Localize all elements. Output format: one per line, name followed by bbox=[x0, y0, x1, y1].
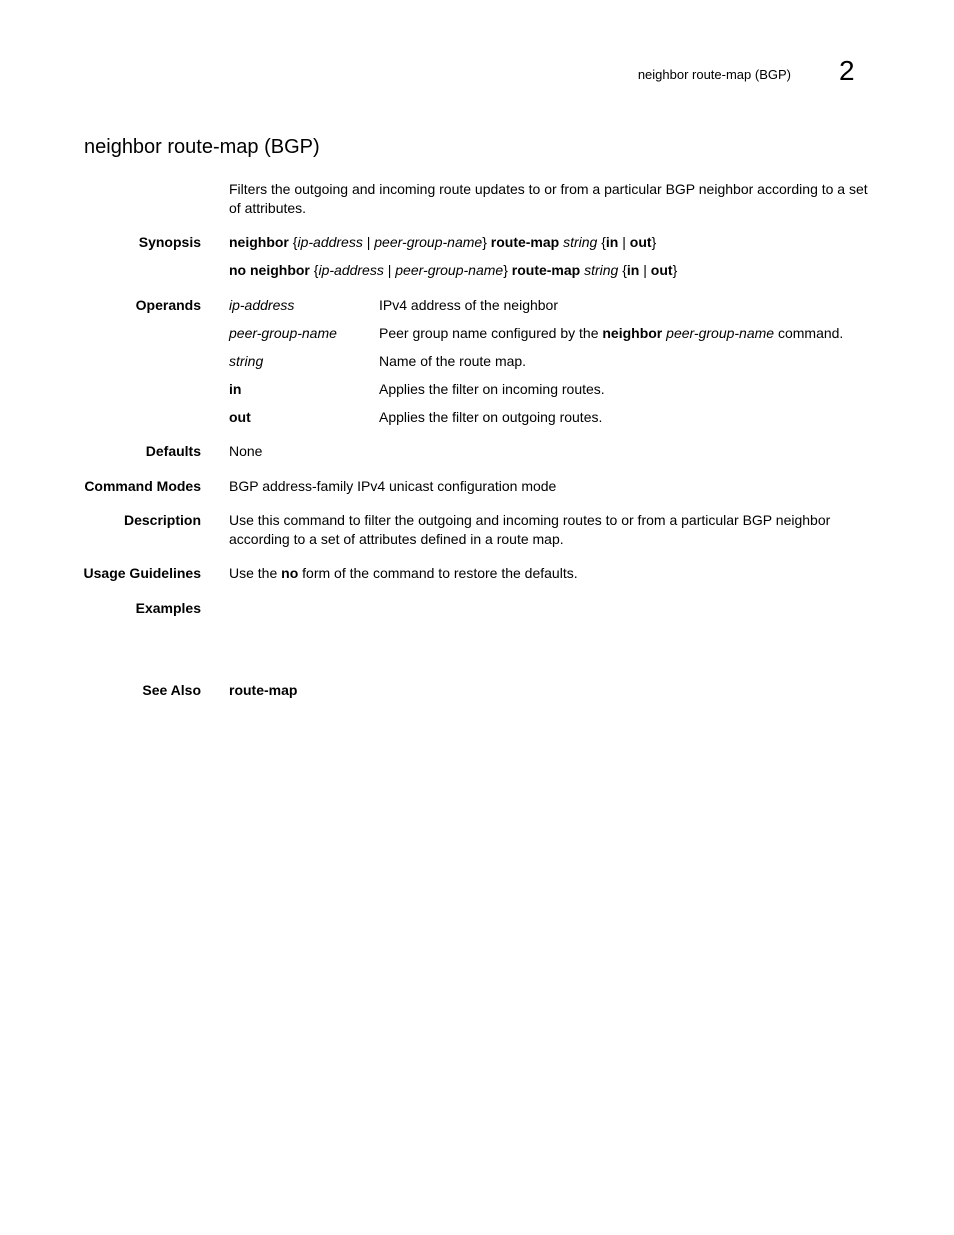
running-header bbox=[0, 56, 954, 88]
synopsis-line-1: neighbor {ip-address | peer-group-name} route-map string {in | out} bbox=[229, 234, 657, 250]
syntax-keyword: route-map bbox=[511, 262, 581, 278]
intro-paragraph: Filters the outgoing and incoming route updates to or from a particular BGP neighbor according to a set of attributes. bbox=[229, 181, 868, 216]
syntax-keyword: in bbox=[626, 262, 640, 278]
command-modes-text: BGP address-family IPv4 unicast configuration mode bbox=[229, 478, 557, 494]
defaults-label: Defaults bbox=[145, 443, 201, 459]
examples-label: Examples bbox=[135, 600, 201, 616]
operand-row bbox=[229, 324, 874, 343]
chapter-number: 2 bbox=[839, 55, 855, 86]
operand-term: string bbox=[229, 353, 264, 369]
operand-row bbox=[229, 352, 874, 371]
see-also-label: See Also bbox=[142, 682, 201, 698]
description-text: Use this command to filter the outgoing and incoming routes to or from a particular BGP neighbor according to a set of attributes defined in a route map. bbox=[229, 512, 831, 547]
operand-desc: Applies the filter on incoming routes. bbox=[379, 381, 605, 397]
operand-desc: Peer group name configured by the neighbor peer-group-name command. bbox=[379, 325, 844, 341]
syntax-keyword: no bbox=[281, 565, 299, 581]
command-modes-label: Command Modes bbox=[84, 478, 201, 494]
operand-desc: Name of the route map. bbox=[379, 353, 527, 369]
operands-label: Operands bbox=[135, 297, 201, 313]
syntax-keyword: neighbor bbox=[229, 234, 289, 250]
page-title: neighbor route-map (BGP) bbox=[84, 136, 320, 158]
running-title: neighbor route-map (BGP) bbox=[637, 67, 791, 82]
description-label: Description bbox=[123, 512, 201, 528]
syntax-arg: ip-address bbox=[318, 262, 384, 278]
synopsis-label: Synopsis bbox=[138, 234, 201, 250]
operand-row bbox=[229, 296, 874, 315]
operand-term: in bbox=[229, 381, 242, 397]
synopsis-line-2: no neighbor {ip-address | peer-group-name} route-map string {in | out} bbox=[229, 262, 678, 278]
operand-term: out bbox=[229, 409, 251, 425]
operand-desc: IPv4 address of the neighbor bbox=[379, 297, 559, 313]
operand-desc: Applies the filter on outgoing routes. bbox=[379, 409, 603, 425]
syntax-arg: peer-group-name bbox=[666, 325, 775, 341]
see-also-link-route-map[interactable]: route-map bbox=[229, 682, 298, 698]
syntax-keyword: route-map bbox=[490, 234, 560, 250]
operand-term: ip-address bbox=[229, 297, 295, 313]
syntax-arg: peer-group-name bbox=[374, 234, 483, 250]
syntax-keyword: no neighbor bbox=[229, 262, 310, 278]
syntax-keyword: in bbox=[605, 234, 619, 250]
syntax-arg: peer-group-name bbox=[395, 262, 504, 278]
operand-row bbox=[229, 408, 874, 427]
usage-guidelines-text: Use the no form of the command to restore the defaults. bbox=[229, 565, 578, 581]
syntax-arg: ip-address bbox=[297, 234, 363, 250]
syntax-arg: string bbox=[563, 234, 598, 250]
syntax-arg: string bbox=[584, 262, 619, 278]
defaults-text: None bbox=[229, 443, 263, 459]
usage-guidelines-label: Usage Guidelines bbox=[83, 565, 201, 581]
syntax-keyword: out bbox=[629, 234, 652, 250]
syntax-keyword: neighbor bbox=[602, 325, 663, 341]
operand-row bbox=[229, 380, 874, 399]
syntax-keyword: out bbox=[650, 262, 673, 278]
operand-term: peer-group-name bbox=[229, 325, 337, 341]
